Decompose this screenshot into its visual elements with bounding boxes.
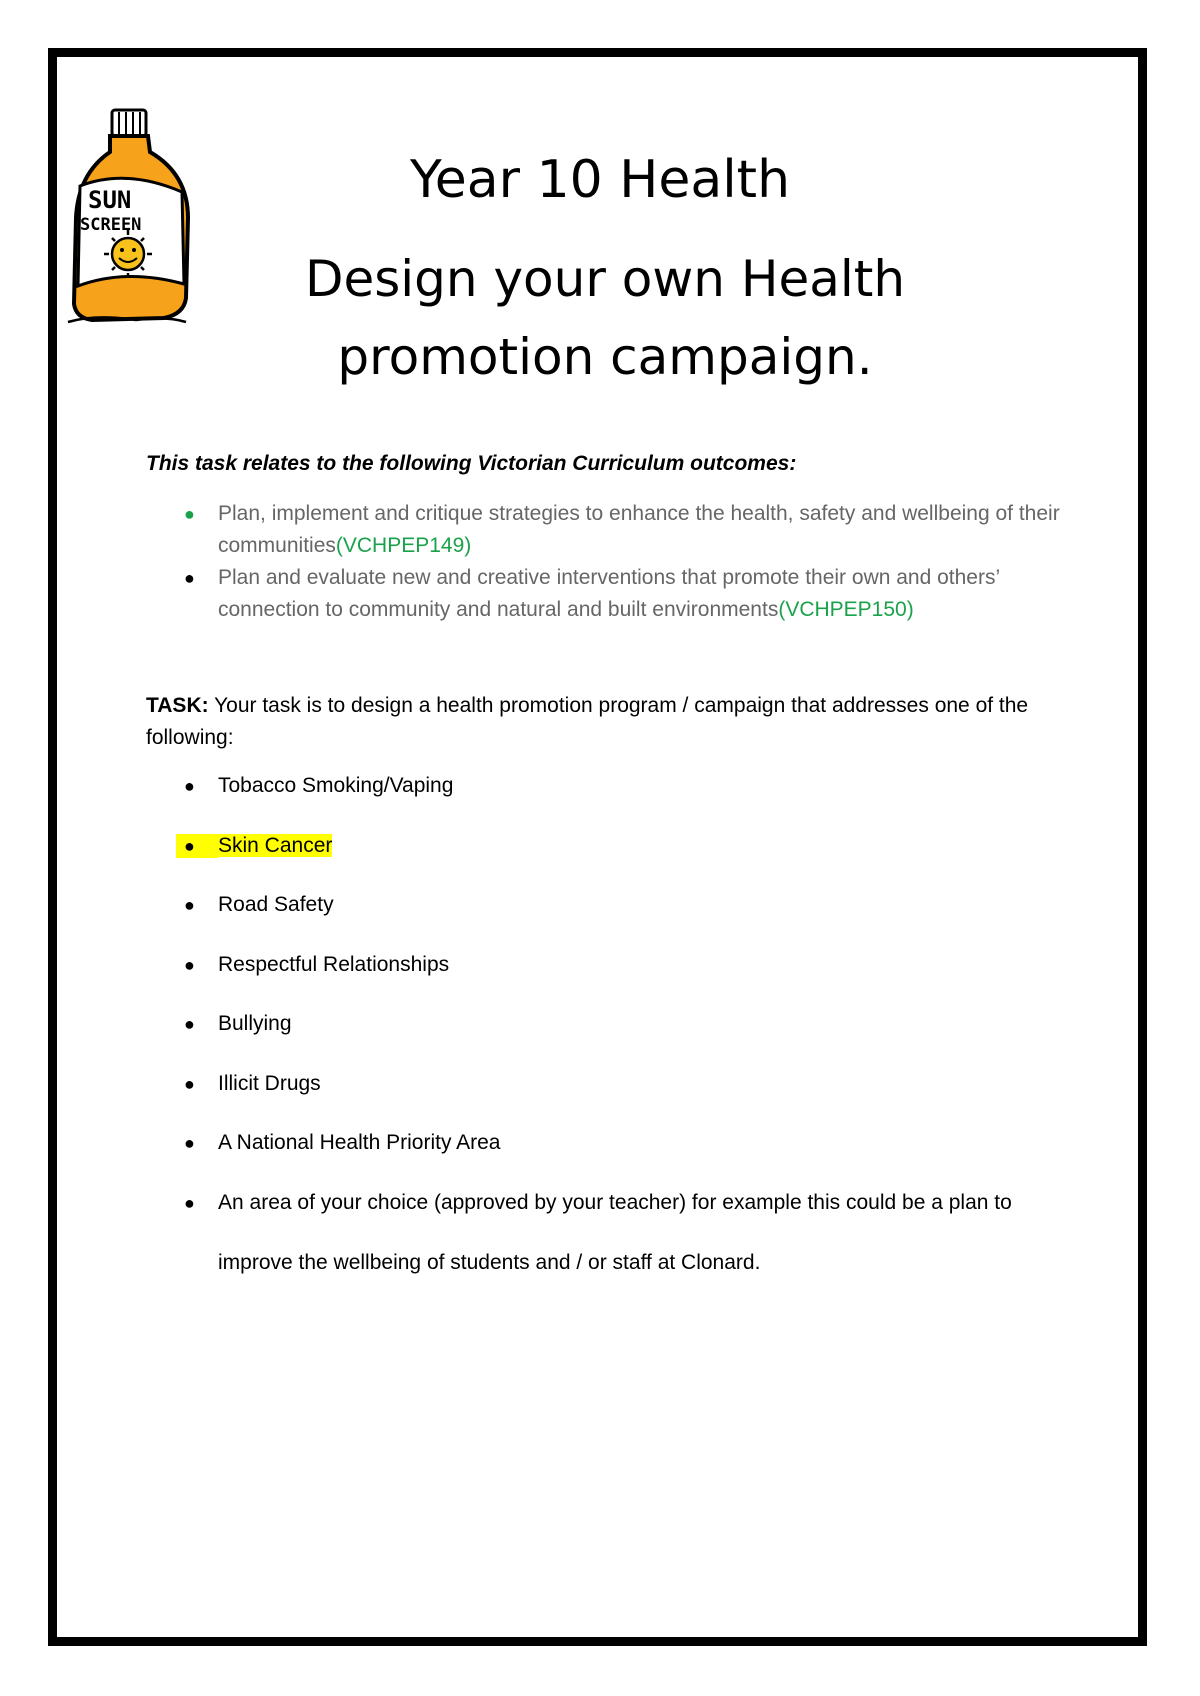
highlight-mark [176, 834, 218, 858]
outcomes-list [146, 498, 1066, 626]
bullet-icon: ● [184, 776, 195, 796]
list-item [146, 1068, 1066, 1128]
topics-list [146, 770, 1066, 1293]
topic-text: Tobacco Smoking/Vaping [218, 774, 454, 797]
bullet-icon: ● [184, 1014, 195, 1034]
outcome-text: Plan, implement and critique strategies to enhance the health, safety and wellbeing of their communities [218, 502, 1060, 557]
bullet-icon: ● [184, 568, 195, 588]
curriculum-intro: This task relates to the following Victorian Curriculum outcomes: [146, 452, 797, 475]
bullet-icon: ● [184, 1133, 195, 1153]
task-description [146, 690, 1066, 754]
bullet-icon: ● [184, 1073, 195, 1094]
list-item [146, 562, 1066, 626]
page-title: Year 10 Health [409, 150, 791, 210]
topic-text: Respectful Relationships [218, 952, 450, 976]
topic-text: An area of your choice (approved by your teacher) for example this could be a plan to improve the wellbeing of students and / or staff at Clonard. [218, 1190, 1012, 1274]
list-item [146, 498, 1066, 562]
bullet-icon: ● [184, 954, 195, 975]
list-item [146, 770, 1066, 830]
bullet-icon: ● [184, 895, 195, 915]
outcome-text: Plan and evaluate new and creative interventions that promote their own and others’ connection to community and natural and built environments [218, 566, 1000, 621]
topic-text: A National Health Priority Area [218, 1131, 501, 1154]
topic-text: Skin Cancer [218, 833, 333, 857]
list-item [146, 949, 1066, 1009]
task-text: Your task is to design a health promotion program / campaign that addresses one of the following: [146, 694, 1029, 749]
bullet-icon: ● [184, 835, 195, 856]
list-item [146, 1008, 1066, 1068]
sunscreen-bottle-icon [66, 108, 200, 336]
page-subtitle: Design your own Health promotion campaign. [304, 250, 906, 386]
svg-text:SCREEN: SCREEN [80, 215, 142, 235]
svg-text:SUN: SUN [88, 186, 132, 214]
outcome-code: (VCHPEP149) [335, 534, 472, 557]
topic-text: Bullying [218, 1012, 292, 1035]
list-item [146, 889, 1066, 949]
topic-text: Illicit Drugs [218, 1071, 321, 1095]
bullet-icon: ● [184, 1192, 195, 1213]
list-item [146, 1173, 1066, 1293]
outcome-code: (VCHPEP150) [778, 598, 914, 621]
task-label: TASK: [146, 694, 209, 717]
topic-text: Road Safety [218, 893, 334, 916]
bullet-icon: ● [184, 504, 195, 524]
list-item [146, 830, 1066, 890]
